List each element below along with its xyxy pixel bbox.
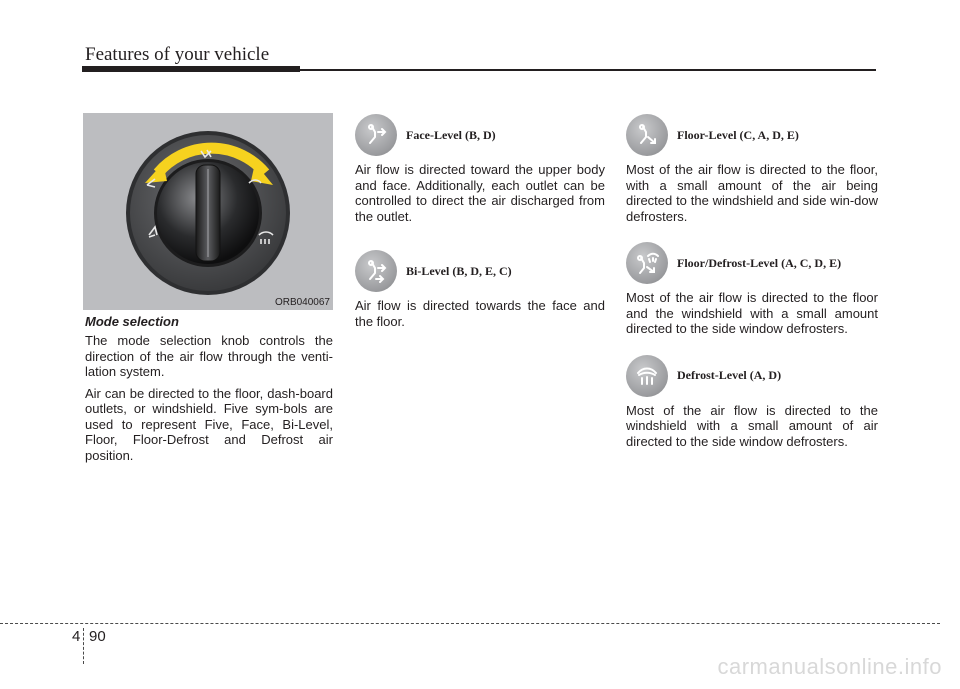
watermark: carmanualsonline.info	[717, 654, 942, 679]
mode-label: Floor/Defrost-Level (A, C, D, E)	[677, 255, 842, 270]
floor-level-icon	[626, 114, 668, 156]
modes-column-middle	[355, 114, 605, 349]
mode-label: Bi-Level (B, D, E, C)	[406, 263, 512, 278]
header-bar	[82, 66, 300, 72]
section-heading: Mode selection	[85, 314, 179, 329]
mode-label: Floor-Level (C, A, D, E)	[677, 127, 799, 142]
mode-block-face	[355, 114, 605, 224]
chapter-number: 4	[72, 628, 81, 645]
mode-description: Air flow is directed toward the upper body and face. Additionally, each outlet can be controlled to direct the air discharged from the outlet.	[355, 162, 605, 224]
mode-description: Most of the air flow is directed to the windshield with a small amount of air directed to the side window defrosters.	[626, 402, 878, 449]
page-number: 90	[89, 628, 106, 645]
intro-paragraph: Air can be directed to the floor, dash-board outlets, or windshield. Five sym-bols are used to represent Five, Face, Bi-Level, Floor, Floor-Defrost and Defrost air position.	[85, 385, 333, 463]
mode-knob-illustration	[83, 113, 333, 310]
page-header-title: Features of your vehicle	[85, 44, 270, 65]
header-rule	[300, 69, 876, 71]
mode-block-floor-defrost	[626, 242, 878, 337]
mode-description: Most of the air flow is directed to the floor and the windshield with a small amount directed to the side window defrosters.	[626, 290, 878, 336]
figure-code: ORB040067	[274, 297, 330, 308]
bi-level-icon	[355, 250, 397, 292]
mode-label: Defrost-Level (A, D)	[677, 368, 782, 382]
mode-label: Face-Level (B, D)	[406, 127, 496, 142]
intro-paragraph: The mode selection knob controls the direction of the air flow through the venti-lation system.	[85, 333, 333, 379]
intro-column	[85, 314, 333, 463]
mode-description: Most of the air flow is directed to the floor, with a small amount of the air being directed to the windshield and side win-dow defrosters.	[626, 162, 878, 224]
mode-block-floor	[626, 114, 878, 224]
mode-block-bi-level	[355, 250, 605, 329]
mode-description: Air flow is directed towards the face and the floor.	[355, 298, 605, 329]
defrost-level-icon	[626, 355, 668, 397]
footer-divider	[83, 628, 84, 664]
knob-figure	[83, 113, 333, 310]
footer-rule	[0, 623, 940, 624]
modes-column-right	[626, 114, 878, 469]
floor-defrost-level-icon	[626, 242, 668, 284]
mode-block-defrost	[626, 355, 878, 450]
face-level-icon	[355, 114, 397, 156]
